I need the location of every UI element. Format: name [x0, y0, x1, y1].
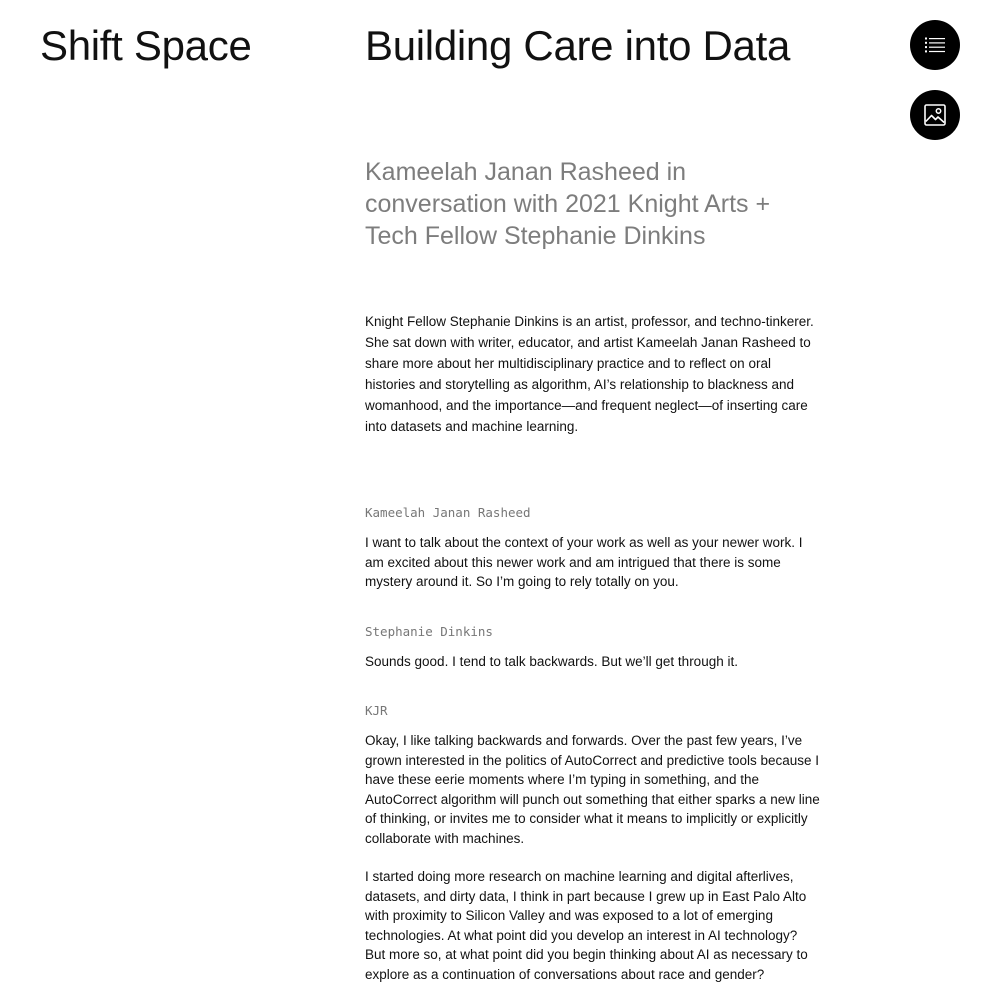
- speech-paragraph: Sounds good. I tend to talk backwards. But we’ll get through it.: [365, 653, 738, 669]
- speech-paragraph: I started doing more research on machine learning and digital afterlives, datasets, and dirty data, I think in part because I grew up in East Palo Alto with proximity to Silicon Valley and was exposed to a lot of emerging technologies. At what point did you develop an interest in AI technology? But more so, at what point did you begin thinking about AI as necessary to explore as a continuation of conversations about race and gender?: [365, 869, 808, 982]
- images-button[interactable]: [910, 90, 960, 140]
- speaker-label: Kameelah Janan Rasheed: [365, 505, 531, 520]
- list-icon: [924, 36, 946, 54]
- article-intro: Knight Fellow Stephanie Dinkins is an artist, professor, and techno-tinkerer. She sat down with writer, educator, and artist Kameelah Janan Rasheed to share more about her multidisciplinary practice and to reflect on oral histories and storytelling as algorithm, AI’s relationship to blackness and womanhood, and the importance—and frequent neglect—of inserting care into datasets and machine learning.: [365, 314, 814, 434]
- speaker-label: KJR: [365, 703, 388, 718]
- speech-paragraph: I want to talk about the context of your work as well as your newer work. I am excited about this newer work and am intrigued that there is some mystery around it. So I’m going to rely totally on you.: [365, 535, 803, 589]
- speaker-label: Stephanie Dinkins: [365, 623, 493, 639]
- index-button[interactable]: [910, 20, 960, 70]
- image-icon: [923, 103, 947, 127]
- article-body: [365, 156, 820, 984]
- speech-paragraph: Okay, I like talking backwards and forwards. Over the past few years, I’ve grown interested in the politics of AutoCorrect and predictive tools because I have these eerie moments where I’m typing in something, and the AutoCorrect algorithm will punch out something that either sparks a new line of thinking, or invites me to consider what it means to implicitly or explicitly collaborate with machines.: [365, 733, 820, 846]
- article-title: Building Care into Data: [365, 22, 791, 69]
- site-title-link[interactable]: Shift Space: [40, 22, 252, 69]
- article-subtitle: Kameelah Janan Rasheed in conversation with 2021 Knight Arts + Tech Fellow Stephanie Dinkins: [365, 158, 771, 250]
